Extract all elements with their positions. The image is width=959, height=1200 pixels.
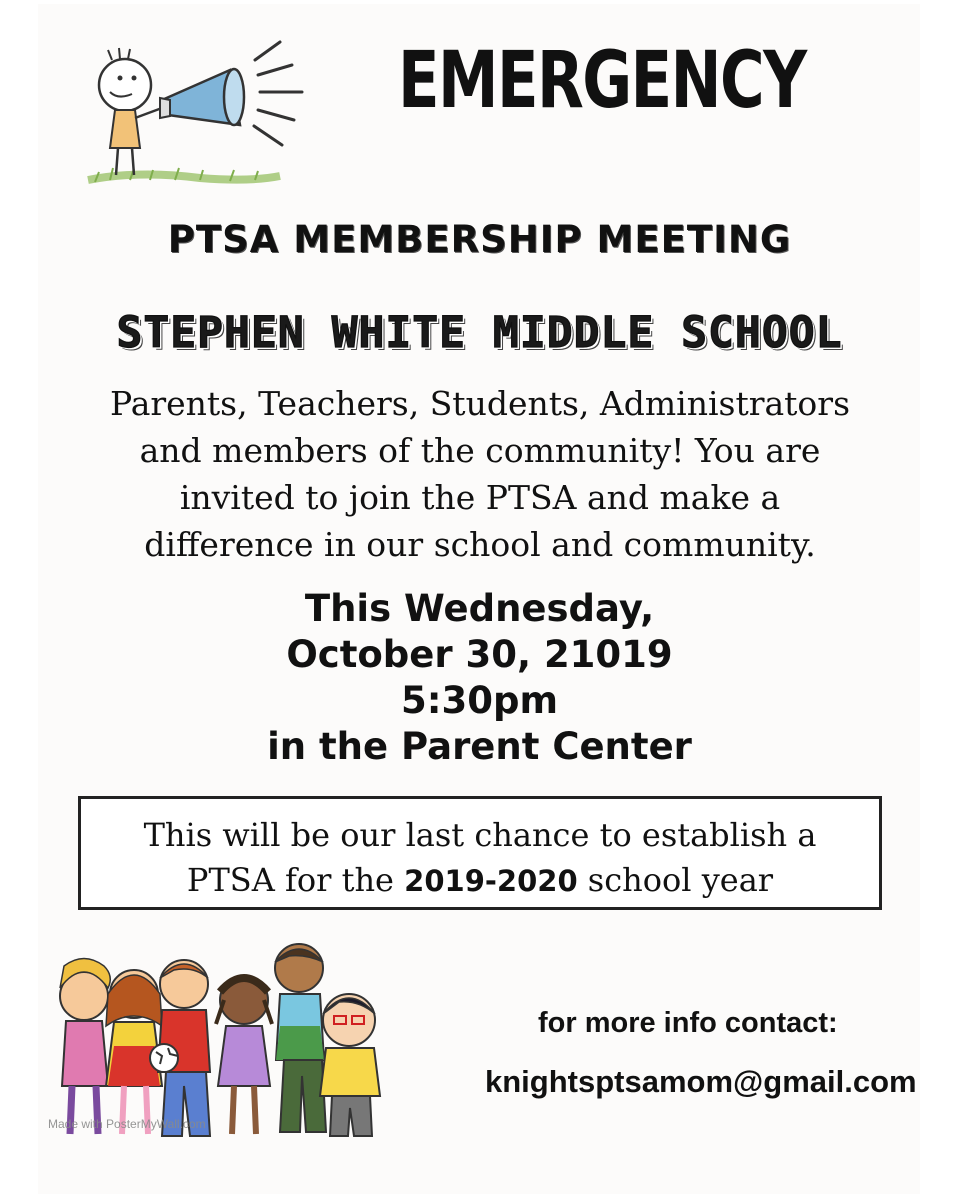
contact-email[interactable]: knightsptsamom@gmail.com [485,1064,917,1099]
headline: EMERGENCY [398,36,806,126]
notice-line-2-prefix: PTSA for the [186,861,405,899]
meeting-subtitle: PTSA MEMBERSHIP MEETING [167,218,792,261]
invite-line: and members of the community! You are [139,431,821,470]
school-year: 2019-2020 [404,864,578,898]
event-location: in the Parent Center [267,725,692,768]
notice-line-1: This will be our last chance to establish a [143,816,817,854]
notice-line-2-suffix: school year [577,861,774,899]
event-day: This Wednesday, [304,587,655,630]
invite-line: difference in our school and community. [144,525,816,564]
watermark: Made with PosterMyWall.com [48,1117,206,1131]
event-details [0,586,959,770]
event-time: 5:30pm [400,679,559,722]
invite-line: invited to join the PTSA and make a [179,478,781,517]
notice-text [81,813,879,904]
school-name: STEPHEN WHITE MIDDLE SCHOOL [116,308,843,358]
notice-box [78,796,882,910]
contact-label: for more info contact: [538,1007,838,1039]
notice-line-2 [81,858,879,904]
invite-line: Parents, Teachers, Students, Administrators [109,384,851,423]
megaphone-boy-illustration [80,30,310,195]
event-date: October 30, 21019 [286,633,673,676]
invitation-paragraph [70,380,890,568]
